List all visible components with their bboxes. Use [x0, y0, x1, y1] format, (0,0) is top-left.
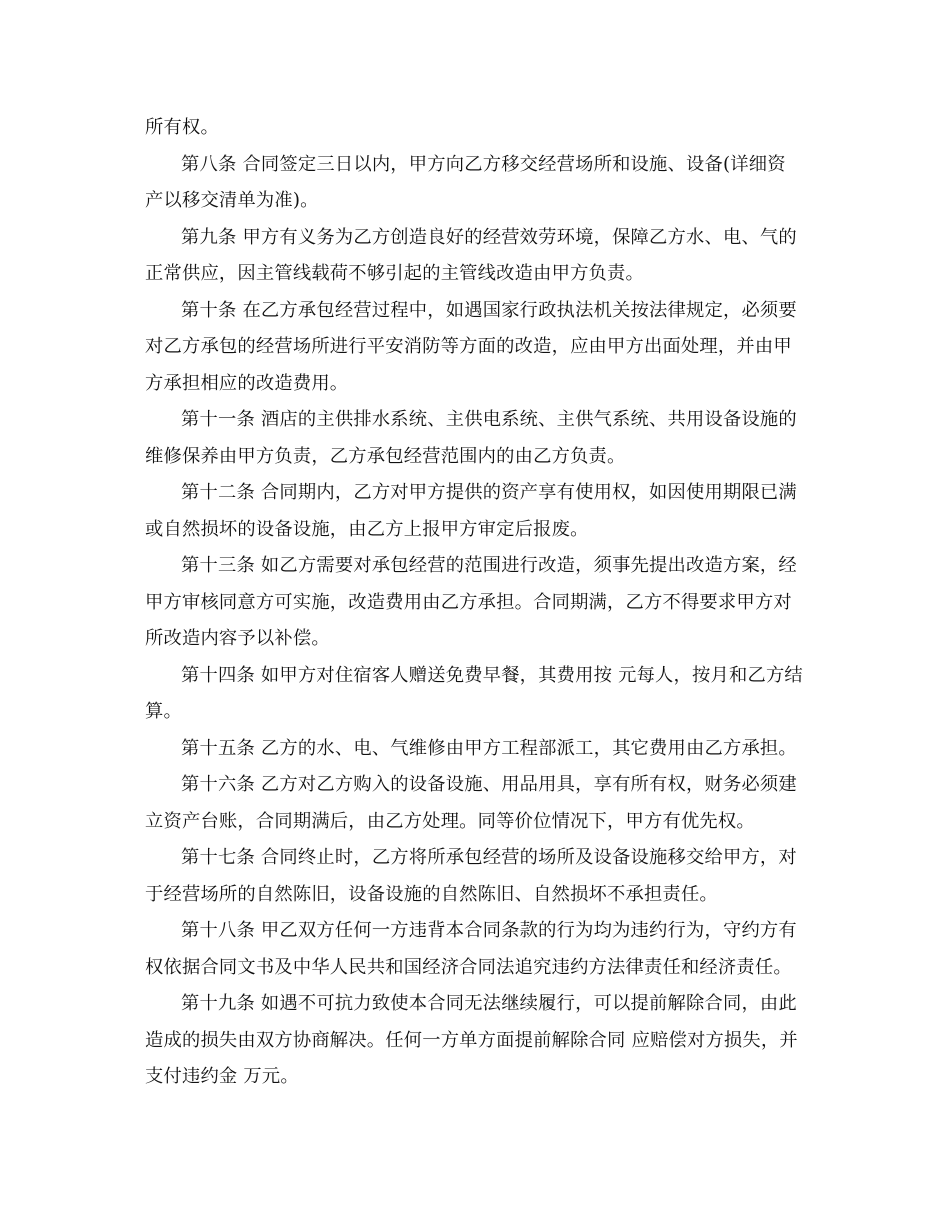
paragraph-line: 第十九条 如遇不可抗力致使本合同无法继续履行，可以提前解除合同，由此 — [181, 993, 797, 1014]
paragraph-line: 造成的损失由双方协商解决。任何一方单方面提前解除合同 应赔偿对方损失，并 — [145, 1029, 798, 1051]
paragraph-line: 第八条 合同签定三日以内，甲方向乙方移交经营场所和设施、设备(详细资 — [181, 153, 786, 175]
paragraph — [145, 147, 810, 220]
paragraph-line: 算。 — [145, 701, 182, 722]
paragraph-line: 第九条 甲方有义务为乙方创造良好的经营效劳环境，保障乙方水、电、气的 — [181, 226, 797, 248]
paragraph-line: 第十条 在乙方承包经营过程中，如遇国家行政执法机关按法律规定，必须要 — [181, 299, 797, 321]
paragraph-line: 正常供应，因主管线载荷不够引起的主管线改造由甲方负责。 — [145, 263, 644, 284]
paragraph-line: 所改造内容予以补偿。 — [145, 628, 330, 649]
paragraph-line: 所有权。 — [145, 117, 219, 138]
paragraph-line: 方承担相应的改造费用。 — [145, 372, 349, 394]
paragraph-line: 权依据合同文书及中华人民共和国经济合同法追究违约方法律责任和经济责任。 — [145, 956, 792, 978]
paragraph-line: 第十七条 合同终止时，乙方将所承包经营的场所及设备设施移交给甲方，对 — [181, 847, 797, 868]
paragraph-line: 对乙方承包的经营场所进行平安消防等方面的改造，应由甲方出面处理，并由甲 — [145, 336, 792, 357]
paragraph — [145, 986, 810, 1096]
paragraph — [145, 220, 810, 293]
paragraph-line: 第十二条 合同期内，乙方对甲方提供的资产享有使用权，如因使用期限已满 — [181, 482, 797, 503]
paragraph — [145, 110, 810, 147]
paragraph — [145, 402, 810, 475]
paragraph-line: 第十八条 甲乙双方任何一方违背本合同条款的行为均为违约行为，守约方有 — [181, 920, 797, 941]
paragraph — [145, 840, 810, 913]
paragraph-line: 甲方审核同意方可实施，改造费用由乙方承担。合同期满，乙方不得要求甲方对 — [145, 591, 792, 613]
paragraph-line: 第十一条 酒店的主供排水系统、主供电系统、主供气系统、共用设备设施的 — [181, 409, 797, 430]
paragraph-line: 第十三条 如乙方需要对承包经营的范围进行改造，须事先提出改造方案，经 — [181, 555, 797, 576]
paragraph — [145, 548, 810, 658]
paragraph-line: 第十四条 如甲方对住宿客人赠送免费早餐，其费用按 元每人，按月和乙方结 — [181, 664, 803, 686]
paragraph-line: 第十六条 乙方对乙方购入的设备设施、用品用具，享有所有权，财务必须建 — [181, 774, 797, 795]
paragraph-line: 第十五条 乙方的水、电、气维修由甲方工程部派工，其它费用由乙方承担。 — [181, 737, 797, 759]
paragraph — [145, 293, 810, 403]
document-body — [145, 110, 810, 1096]
paragraph — [145, 475, 810, 548]
paragraph — [145, 731, 810, 768]
paragraph-line: 维修保养由甲方负责，乙方承包经营范围内的由乙方负责。 — [145, 445, 626, 467]
paragraph-line: 或自然损坏的设备设施，由乙方上报甲方审定后报废。 — [145, 518, 589, 540]
paragraph — [145, 913, 810, 986]
paragraph — [145, 658, 810, 731]
paragraph-line: 于经营场所的自然陈旧，设备设施的自然陈旧、自然损坏不承担责任。 — [145, 883, 718, 905]
paragraph-line: 产以移交清单为准)。 — [145, 190, 319, 211]
paragraph — [145, 767, 810, 840]
paragraph-line: 支付违约金 万元。 — [145, 1066, 299, 1087]
paragraph-line: 立资产台账，合同期满后，由乙方处理。同等价位情况下，甲方有优先权。 — [145, 810, 755, 832]
